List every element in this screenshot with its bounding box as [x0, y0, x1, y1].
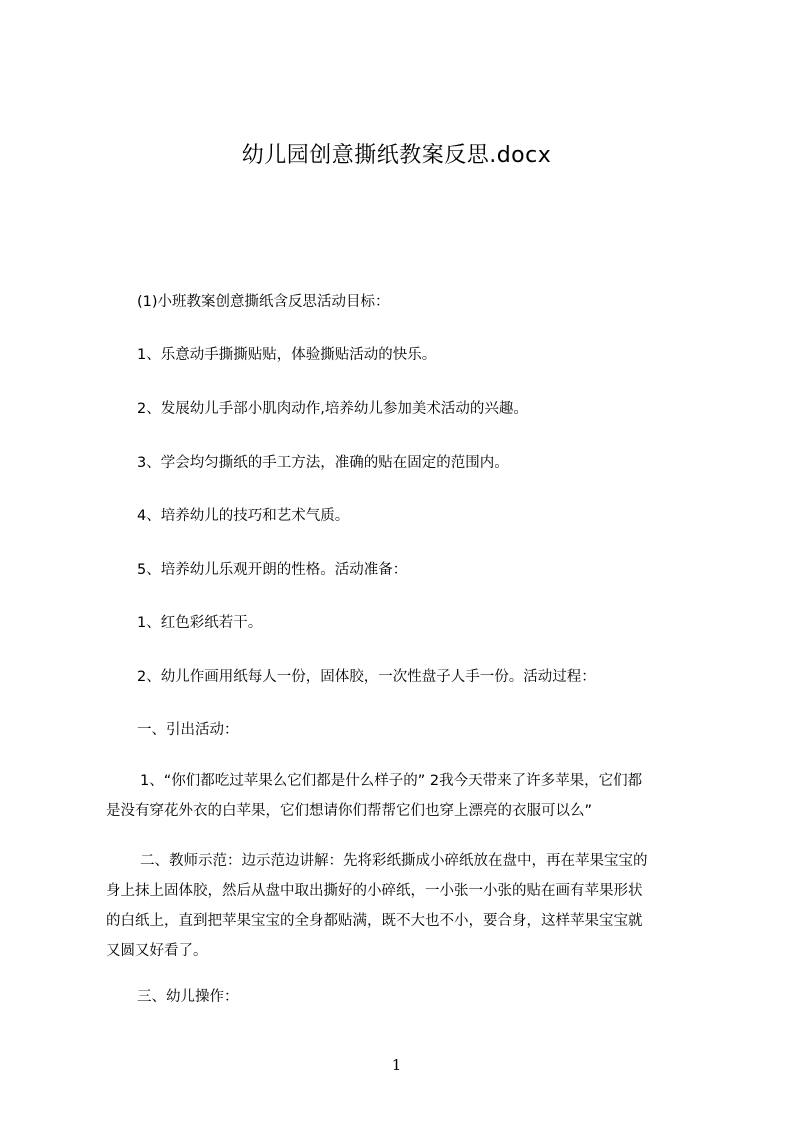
prep-item-2: 2、幼儿作画用纸每人一份，固体胶，一次性盘子人手一份。活动过程：: [137, 669, 596, 685]
process-section-3-heading: 三、幼儿操作：: [137, 989, 239, 1005]
page-number: 1: [391, 1056, 402, 1074]
process-section-2-row-3: 的白纸上，直到把苹果宝宝的全身都贴满，既不大也不小，要合身，这样苹果宝宝就: [106, 913, 643, 929]
goal-item-3: 3、学会均匀撕纸的手工方法，准确的贴在固定的范围内。: [137, 455, 509, 471]
process-section-2-row-4: 又圆又好看了。: [106, 943, 208, 959]
process-section-1-row-1: 1、“你们都吃过苹果么它们都是什么样子的” 2我今天带来了许多苹果，它们都: [140, 773, 643, 789]
goal-item-2: 2、发展幼儿手部小肌肉动作,培养幼儿参加美术活动的兴趣。: [137, 401, 528, 417]
process-section-1-heading: 一、引出活动：: [137, 722, 239, 738]
goal-item-4: 4、培养幼儿的技巧和艺术气质。: [137, 508, 350, 524]
process-section-2-row-1: 二、教师示范：边示范边讲解：先将彩纸撕成小碎纸放在盘中，再在苹果宝宝的: [140, 853, 648, 869]
process-section-2-row-2: 身上抹上固体胶，然后从盘中取出撕好的小碎纸，一小张一小张的贴在画有苹果形状: [106, 883, 643, 899]
goal-item-5: 5、培养幼儿乐观开朗的性格。活动准备：: [137, 562, 408, 578]
prep-item-1: 1、红色彩纸若干。: [137, 615, 263, 631]
process-section-2-text: [106, 846, 702, 966]
document-title: 幼儿园创意撕纸教案反思.docx: [241, 143, 552, 168]
goal-item-1: 1、乐意动手撕撕贴贴，体验撕贴活动的快乐。: [137, 347, 437, 363]
process-section-1-row-2: 是没有穿花外衣的白苹果，它们想请你们帮帮它们也穿上漂亮的衣服可以么”: [106, 803, 593, 819]
process-section-1-text: [106, 766, 702, 826]
goal-heading: (1)小班教案创意撕纸含反思活动目标：: [137, 294, 390, 310]
